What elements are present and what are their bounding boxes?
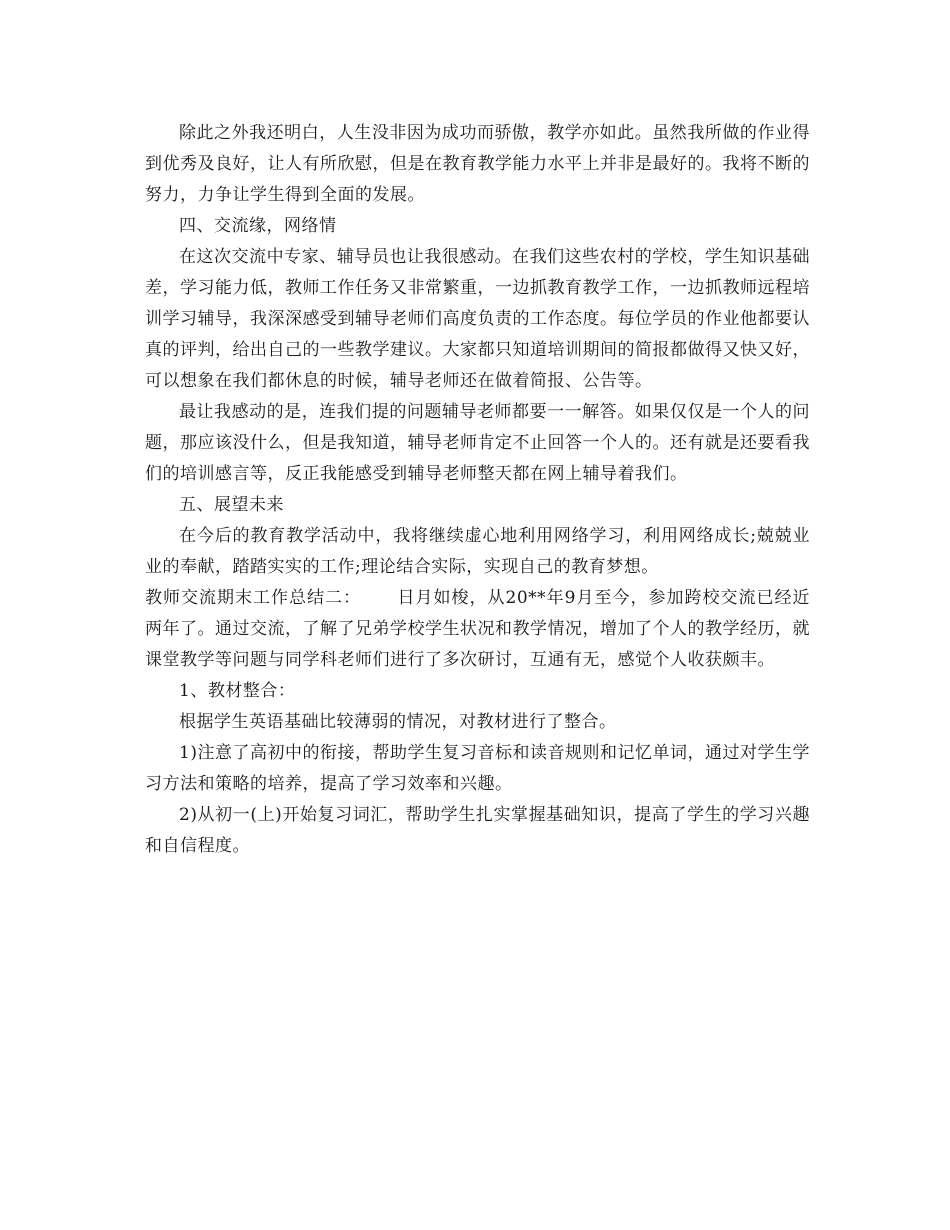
- list-item-transition: 1)注意了高初中的衔接，帮助学生复习音标和读音规则和记忆单词，通过对学生学习方法和策略的培养，提高了学习效率和兴趣。: [145, 743, 810, 794]
- section-heading-future: 五、展望未来: [179, 495, 284, 515]
- paragraph-materials-intro: 根据学生英语基础比较薄弱的情况，对教材进行了整合。: [179, 712, 617, 732]
- document-body: [145, 118, 810, 862]
- paragraph-summary-two: [145, 583, 810, 676]
- section-heading-exchange: 四、交流缘，网络情: [179, 216, 337, 236]
- summary-two-title: 教师交流期末工作总结二：: [145, 588, 362, 608]
- paragraph-experts: 在这次交流中专家、辅导员也让我很感动。在我们这些农村的学校，学生知识基础差，学习能力低，教师工作任务又非常繁重，一边抓教育教学工作，一边抓教师远程培训学习辅导，我深深感受到辅导老师们高度负责的工作态度。每位学员的作业他都要认真的评判，给出自己的一些教学建议。大家都只知道培训期间的简报都做得又快又好，可以想象在我们都休息的时候，辅导老师还在做着简报、公告等。: [145, 247, 810, 391]
- paragraph-humility: 除此之外我还明白，人生没非因为成功而骄傲，教学亦如此。虽然我所做的作业得到优秀及良好，让人有所欣慰，但是在教育教学能力水平上并非是最好的。我将不断的努力，力争让学生得到全面的发展。: [145, 123, 810, 205]
- paragraph-moved: 最让我感动的是，连我们提的问题辅导老师都要一一解答。如果仅仅是一个人的问题，那应该没什么，但是我知道，辅导老师肯定不止回答一个人的。还有就是还要看我们的培训感言等，反正我能感受到辅导老师整天都在网上辅导着我们。: [145, 402, 810, 484]
- section-heading-materials: 1、教材整合：: [179, 681, 296, 701]
- list-item-vocabulary: 2)从初一(上)开始复习词汇，帮助学生扎实掌握基础知识，提高了学生的学习兴趣和自信程度。: [145, 805, 810, 856]
- paragraph-future: 在今后的教育教学活动中，我将继续虚心地利用网络学习，利用网络成长;兢兢业业的奉献，踏踏实实的工作;理论结合实际，实现自己的教育梦想。: [145, 526, 810, 577]
- summary-two-body: 日月如梭，从20**年9月至今，参加跨校交流已经近两年了。通过交流，了解了兄弟学校学生状况和教学情况，增加了个人的教学经历，就课堂教学等问题与同学科老师们进行了多次研讨，互通有无，感觉个人收获颇丰。: [145, 588, 811, 670]
